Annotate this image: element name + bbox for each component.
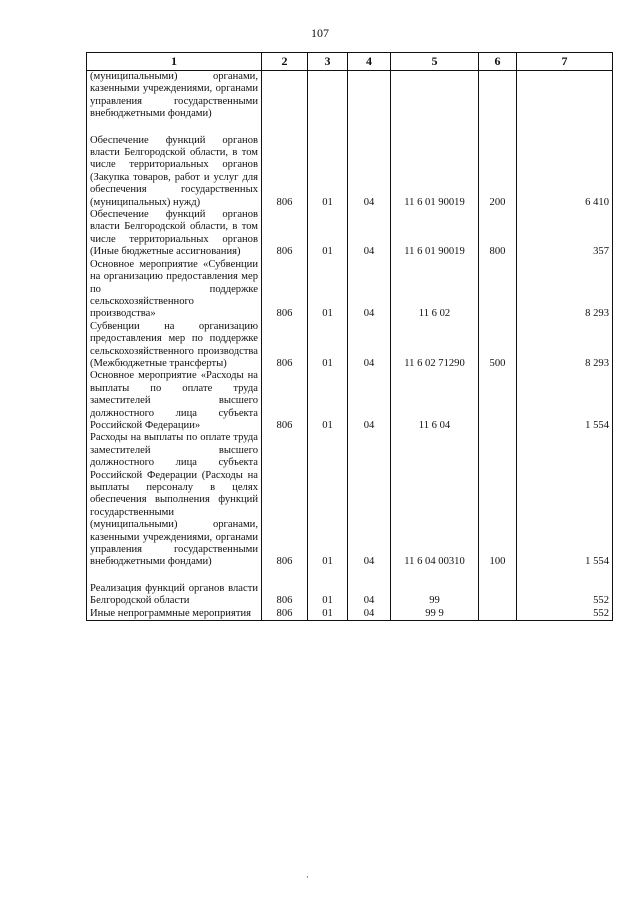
- row-c2: 806: [262, 259, 308, 321]
- row-c3: 01: [308, 370, 348, 432]
- page-number: 107: [311, 26, 329, 40]
- continued-row-name: (муниципальными) органами, казенными учреждениями, органами управления государственными внебюджетными фондами): [87, 71, 262, 121]
- row-c7: 552: [517, 583, 613, 608]
- row-c2: 806: [262, 583, 308, 608]
- row-c4: 04: [348, 583, 391, 608]
- row-c6: 500: [479, 321, 517, 371]
- table-row: [87, 259, 613, 321]
- row-name: Реализация функций органов власти Белгородской области: [87, 583, 262, 608]
- scan-speck: ·: [306, 872, 309, 882]
- table-row: [87, 71, 613, 121]
- row-c5: 99: [391, 583, 479, 608]
- row-c4: 04: [348, 432, 391, 568]
- row-name: Иные непрограммные мероприятия: [87, 608, 262, 621]
- row-c5: 11 6 04 00310: [391, 432, 479, 568]
- row-c7: 552: [517, 608, 613, 621]
- row-name: Обеспечение функций органов власти Белгородской области, в том числе территориальных органов (Закупка товаров, работ и услуг для обеспечения государственных (муниципальных) нужд): [87, 135, 262, 209]
- table-row: [87, 583, 613, 608]
- row-c6: 100: [479, 432, 517, 568]
- row-name: Расходы на выплаты по оплате труда заместителей высшего должностного лица субъекта Российской Федерации (Расходы на выплаты персоналу в целях обеспечения выполнения функций государственными (муниципальными) органами, казенными учреждениями, органами управления государственными внебюджетными фондами): [87, 432, 262, 568]
- budget-table: [86, 52, 613, 621]
- row-name: Субвенции на организацию предоставления мер по поддержке сельскохозяйственного производства (Межбюджетные трансферты): [87, 321, 262, 371]
- row-c3: 01: [308, 583, 348, 608]
- row-c3: 01: [308, 209, 348, 259]
- row-c3: 01: [308, 608, 348, 621]
- table-row: [87, 209, 613, 259]
- row-c2: 806: [262, 432, 308, 568]
- header-col-1: 1: [87, 53, 262, 71]
- table-row: [87, 608, 613, 621]
- row-c4: 04: [348, 370, 391, 432]
- row-c2: 806: [262, 209, 308, 259]
- header-col-6: 6: [479, 53, 517, 71]
- row-c3: 01: [308, 432, 348, 568]
- row-c2: 806: [262, 608, 308, 621]
- row-c7: 8 293: [517, 259, 613, 321]
- row-c3: 01: [308, 135, 348, 209]
- row-c6: [479, 608, 517, 621]
- header-col-4: 4: [348, 53, 391, 71]
- row-c5: 11 6 02: [391, 259, 479, 321]
- table-row: [87, 432, 613, 568]
- table-row: [87, 321, 613, 371]
- row-c6: [479, 259, 517, 321]
- table-row: [87, 135, 613, 209]
- table-row: [87, 370, 613, 432]
- row-name: Обеспечение функций органов власти Белгородской области, в том числе территориальных органов (Иные бюджетные ассигнования): [87, 209, 262, 259]
- row-c5: 11 6 02 71290: [391, 321, 479, 371]
- row-c6: 200: [479, 135, 517, 209]
- row-c5: 99 9: [391, 608, 479, 621]
- table-header-row: [87, 53, 613, 71]
- row-c4: 04: [348, 259, 391, 321]
- header-col-5: 5: [391, 53, 479, 71]
- row-c7: 1 554: [517, 432, 613, 568]
- row-c4: 04: [348, 209, 391, 259]
- row-name: Основное мероприятие «Расходы на выплаты по оплате труда заместителей высшего должностного лица субъекта Российской Федерации»: [87, 370, 262, 432]
- row-c2: 806: [262, 321, 308, 371]
- row-c4: 04: [348, 135, 391, 209]
- row-c3: 01: [308, 259, 348, 321]
- header-col-7: 7: [517, 53, 613, 71]
- row-c2: 806: [262, 135, 308, 209]
- row-name: Основное мероприятие «Субвенции на организацию предоставления мер по поддержке сельскохозяйственного производства»: [87, 259, 262, 321]
- row-c5: 11 6 04: [391, 370, 479, 432]
- row-c6: [479, 583, 517, 608]
- row-c4: 04: [348, 321, 391, 371]
- row-c3: 01: [308, 321, 348, 371]
- row-c6: 800: [479, 209, 517, 259]
- header-col-2: 2: [262, 53, 308, 71]
- row-c6: [479, 370, 517, 432]
- row-c5: 11 6 01 90019: [391, 209, 479, 259]
- row-c5: 11 6 01 90019: [391, 135, 479, 209]
- row-c2: 806: [262, 370, 308, 432]
- row-c7: 1 554: [517, 370, 613, 432]
- row-c7: 357: [517, 209, 613, 259]
- row-c4: 04: [348, 608, 391, 621]
- row-c7: 6 410: [517, 135, 613, 209]
- row-c7: 8 293: [517, 321, 613, 371]
- header-col-3: 3: [308, 53, 348, 71]
